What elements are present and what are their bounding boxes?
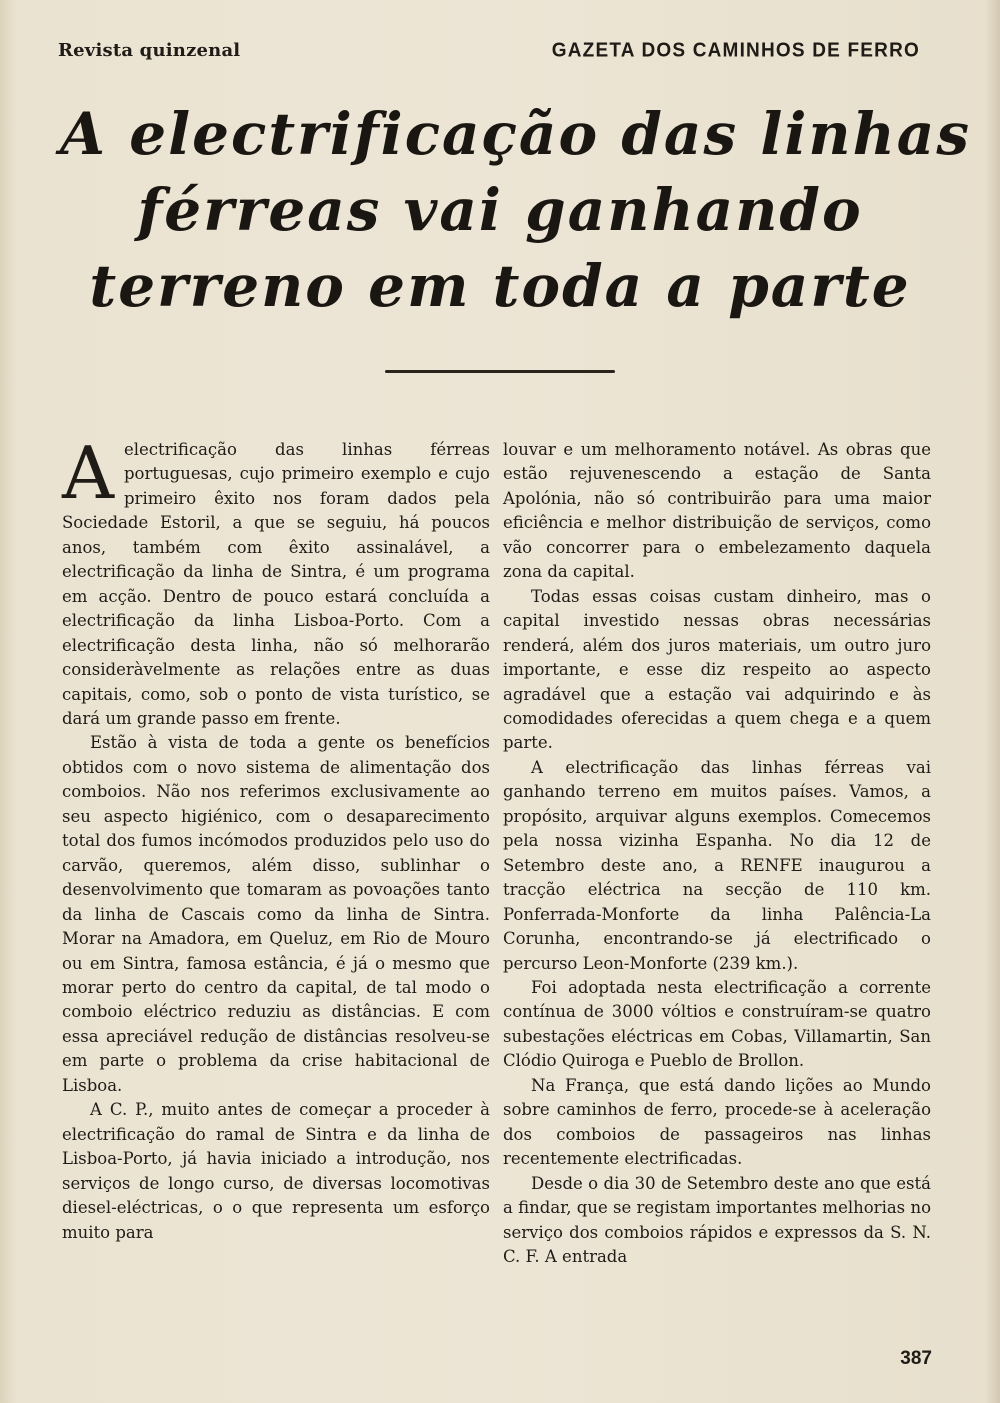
- article-paragraph: Desde o dia 30 de Setembro deste ano que está a findar, que se registam importantes melhorias no serviço dos comboios rápidos e expressos da S. N. C. F. A entrada: [503, 1173, 931, 1266]
- drop-cap: A: [62, 431, 114, 515]
- title-divider: [385, 370, 615, 373]
- header-magazine-frequency: Revista quinzenal: [58, 40, 241, 61]
- article-paragraph: Foi adoptada nesta electrificação a corrente contínua de 3000 vóltios e construíram-se quatro subestações eléctricas em Cobas, Villamartin, San Clódio Quiroga e Pueblo de Brollon.: [503, 977, 931, 1071]
- article-title-line-2: férreas vai ganhando: [137, 176, 863, 244]
- article-paragraph: Na França, que está dando lições ao Mundo sobre caminhos de ferro, procede-se à aceleração dos comboios de passageiros nas linhas recentemente electrificadas.: [503, 1075, 931, 1169]
- header-magazine-title: GAZETA DOS CAMINHOS DE FERRO: [551, 39, 920, 62]
- article-title: [60, 96, 972, 324]
- article-paragraph: Estão à vista de toda a gente os benefícios obtidos com o novo sistema de alimentação dos comboios. Não nos referimos exclusivamente ao seu aspecto higiénico, com o desaparecimento total dos fumos incómodos produzidos pelo uso do carvão, queremos, além disso, sublinhar o desenvolvimento que tomaram as povoações tanto da linha de Cascais como da linha de Sintra. Morar na Amadora, em Queluz, em Rio de Mouro ou em Sintra, famosa estância, é já o mesmo que morar perto do centro da capital, de tal modo o comboio eléctrico reduziu as distâncias. E com essa apreciável redução de distâncias resolveu-se em parte o problema da crise habitacional de Lisboa.: [62, 733, 490, 1095]
- page-number: 387: [900, 1348, 932, 1369]
- article-column-right: [503, 438, 931, 1269]
- article-paragraph: louvar e um melhoramento notável. As obras que estão rejuvenescendo a estação de Santa Apolónia, não só contribuirão para uma maior eficiência e melhor distribuição de serviços, como vão concorrer para o embelezamento daquela zona da capital.: [503, 440, 931, 582]
- article-paragraph: A C. P., muito antes de começar a proceder à electrificação do ramal de Sintra e da linha de Lisboa-Porto, já havia iniciado a introdução, nos serviços de longo curso, de diversas locomotivas diesel-eléctricas, o o que representa um esforço muito para: [62, 1100, 490, 1242]
- article-column-left: [62, 431, 490, 1245]
- article-paragraph: [62, 431, 490, 731]
- article-paragraph: A electrificação das linhas férreas vai ganhando terreno em muitos países. Vamos, a propósito, arquivar alguns exemplos. Comecemos pela nossa vizinha Espanha. No dia 12 de Setembro deste ano, a RENFE inaugurou a tracção eléctrica na secção de 110 km. Ponferrada-Monforte da linha Palência-La Corunha, encontrando-se já electrificado o percurso Leon-Monforte (239 km.).: [503, 757, 931, 973]
- article-title-line-1: A electrificação das linhas: [60, 100, 972, 168]
- paragraph-text: electrificação das linhas férreas portuguesas, cujo primeiro exemplo e cujo primeiro êxito nos foram dados pela Sociedade Estoril, a que se seguiu, há poucos anos, também com êxito assinalável, a electrificação da linha de Sintra, é um programa em acção. Dentro de pouco estará concluída a electrificação da linha Lisboa-Porto. Com a electrificação desta linha, não só melhorarão consideràvelmente as relações entre as duas capitais, como, sob o ponto de vista turístico, se dará um grande passo em frente.: [62, 440, 490, 728]
- article-title-line-3: terreno em toda a parte: [89, 252, 911, 320]
- article-paragraph: Todas essas coisas custam dinheiro, mas o capital investido nessas obras necessárias renderá, além dos juros materiais, um outro juro importante, e esse diz respeito ao aspecto agradável que a estação vai adquirindo e às comodidades oferecidas a quem chega e a quem parte.: [503, 586, 931, 753]
